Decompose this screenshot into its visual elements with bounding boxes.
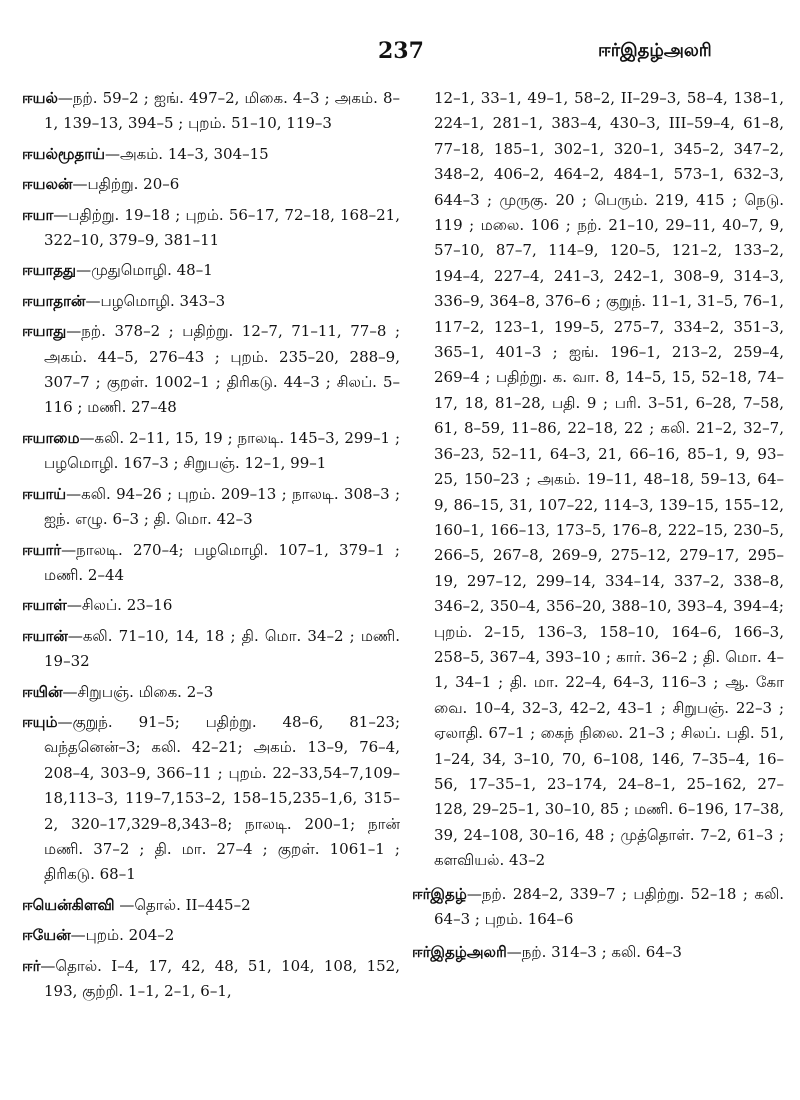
index-entry bbox=[22, 680, 400, 705]
index-entry-continuation bbox=[412, 86, 784, 874]
entry-references: —நற். 284–2, 339–7 ; பதிற்று. 52–18 ; கலி. 64–3 ; புறம். 164–6 bbox=[434, 884, 784, 928]
index-entry bbox=[22, 258, 400, 283]
index-entry bbox=[22, 319, 400, 421]
entry-references: 12–1, 33–1, 49–1, 58–2, II–29–3, 58–4, 138–1, 224–1, 281–1, 383–4, 430–3, III–59–4, 61–8, 77–18, 185–1, 302–1, 320–1, 345–2, 347–2, 348–2, 406–2, 464–2, 484–1, 573–1, 632–3, 644–3 ; முருகு. 20 ; பெரும். 219, 415 ; நெடு. 119 ; மலை. 106 ; நற். 21–10, 29–11, 40–7, 9, 57–10, 87–7, 114–9, 120–5, 121–2, 133–2, 194–4, 227–4, 241–3, 242–1, 308–9, 314–3, 336–9, 364–8, 376–6 ; குறுந். 11–1, 31–5, 76–1, 117–2, 123–1, 199–5, 275–7, 334–2, 351–3, 365–1, 401–3 ; ஐங். 196–1, 213–2, 259–4, 269–4 ; பதிற்று. க. வா. 8, 14–5, 15, 52–18, 74–17, 18, 81–28, பதி. 9 ; பரி. 3–51, 6–28, 7–58, 61, 8–59, 11–86, 22–18, 22 ; கலி. 21–2, 32–7, 36–23, 52–11, 64–3, 21, 66–16, 85–1, 9, 93–25, 150–23 ; அகம். 19–11, 48–18, 59–13, 64–9, 86–15, 31, 107–22, 114–3, 139–15, 155–12, 160–1, 166–13, 173–5, 176–8, 222–15, 230–5, 266–5, 267–8, 269–9, 275–12, 279–17, 295–19, 297–12, 299–14, 334–14, 337–2, 338–8, 346–2, 350–4, 356–20, 388–10, 393–4, 394–4; புறம். 2–15, 136–3, 158–10, 164–6, 166–3, 258–5, 367–4, 393–10 ; கார். 36–2 ; தி. மொ. 4–1, 34–1 ; தி. மா. 22–4, 64–3, 116–3 ; ஆ. கோ வை. 10–4, 32–3, 42–2, 43–1 ; சிறுபஞ். 22–3 ; ஏலாதி. 67–1 ; கைந் நிலை. 21–3 ; சிலப். பதி. 51, 1–24, 34, 3–10, 70, 6–108, 146, 7–35–4, 16–56, 17–35–1, 23–174, 24–8–1, 25–162, 27–128, 29–25–1, 30–10, 85 ; மணி. 6–196, 17–38, 39, 24–108, 30–16, 48 ; முத்தொள். 7–2, 61–3 ; களவியல். 43–2 bbox=[434, 89, 784, 870]
entry-references: —நற். 314–3 ; கலி. 64–3 bbox=[506, 943, 682, 962]
entry-references: —நாலடி. 270–4; பழமொழி. 107–1, 379–1 ; மணி. 2–44 bbox=[44, 540, 400, 584]
index-entry bbox=[412, 882, 784, 933]
entry-headword: ஈயலன் bbox=[22, 175, 73, 194]
entry-headword: ஈயும் bbox=[22, 712, 58, 731]
entry-headword: ஈயாய் bbox=[22, 484, 67, 503]
entry-headword: ஈயல் bbox=[22, 89, 58, 107]
entry-references: —நற். 378–2 ; பதிற்று. 12–7, 71–11, 77–8 ; அகம். 44–5, 276–43 ; புறம். 235–20, 288–9, 307–7 ; குறள். 1002–1 ; திரிகடு. 44–3 ; சிலப். 5–116 ; மணி. 27–48 bbox=[44, 322, 400, 417]
entry-references: —தொல். I–4, 17, 42, 48, 51, 104, 108, 152, 193, குற்றி. 1–1, 2–1, 6–1, bbox=[40, 956, 400, 1000]
index-entry bbox=[22, 426, 400, 477]
entry-headword: ஈயாள் bbox=[22, 596, 67, 615]
entry-headword: ஈயா bbox=[22, 205, 54, 224]
running-head: ஈர்இதழ்அலரி bbox=[598, 40, 712, 61]
index-entry bbox=[412, 940, 784, 965]
index-entry bbox=[22, 593, 400, 618]
entry-headword: ஈயாதான் bbox=[22, 291, 86, 310]
index-entry bbox=[22, 172, 400, 197]
entry-headword: ஈயான் bbox=[22, 626, 68, 645]
entry-headword: ஈயார் bbox=[22, 540, 62, 559]
left-column bbox=[22, 86, 400, 1009]
index-entry bbox=[22, 710, 400, 888]
entry-headword: ஈயல்மூதாய் bbox=[22, 144, 105, 163]
index-entry bbox=[22, 86, 400, 137]
entry-headword: ஈர்இதழ்அலரி bbox=[412, 943, 507, 962]
entry-references: —குறுந். 91–5; பதிற்று. 48–6, 81–23; வந்தனென்–3; கலி. 42–21; அகம். 13–9, 76–4, 208–4, 303–9, 366–11 ; புறம். 22–33,54–7,109–18,113–3, 119–7,153–2, 158–15,235–1,6, 315–2, 320–17,329–8,343–8; நாலடி. 200–1; நான் மணி. 37–2 ; தி. மா. 27–4 ; குறள். 1061–1 ; திரிகடு. 68–1 bbox=[44, 712, 400, 884]
index-entry bbox=[22, 289, 400, 314]
entry-references: —தொல். II–445–2 bbox=[114, 895, 251, 914]
index-entry bbox=[22, 482, 400, 533]
entry-references: —பழமொழி. 343–3 bbox=[85, 291, 226, 310]
entry-headword: ஈர்இதழ் bbox=[412, 884, 467, 903]
entry-headword: ஈயின் bbox=[22, 682, 63, 701]
entry-references: —கலி. 94–26 ; புறம். 209–13 ; நாலடி. 308–3 ; ஐந். எழு. 6–3 ; தி. மொ. 42–3 bbox=[44, 484, 400, 529]
index-entry bbox=[22, 923, 400, 948]
index-entry bbox=[22, 538, 400, 589]
entry-references: —புறம். 204–2 bbox=[70, 926, 175, 945]
entry-references: —அகம். 14–3, 304–15 bbox=[104, 144, 269, 163]
index-entry bbox=[22, 624, 400, 675]
page-number: 237 bbox=[378, 38, 424, 64]
entry-references: —பதிற்று. 20–6 bbox=[72, 175, 180, 194]
entry-references: —சிறுபஞ். மிகை. 2–3 bbox=[62, 682, 214, 701]
entry-references: —பதிற்று. 19–18 ; புறம். 56–17, 72–18, 168–21, 322–10, 379–9, 381–11 bbox=[44, 205, 400, 250]
entry-references: —கலி. 2–11, 15, 19 ; நாலடி. 145–3, 299–1 ; பழமொழி. 167–3 ; சிறுபஞ். 12–1, 99–1 bbox=[44, 428, 400, 473]
entry-headword: ஈயாதது bbox=[22, 261, 77, 280]
entry-references: —கலி. 71–10, 14, 18 ; தி. மொ. 34–2 ; மணி. 19–32 bbox=[44, 626, 400, 671]
entry-headword: ஈயாது bbox=[22, 322, 67, 341]
right-column bbox=[412, 86, 784, 974]
entry-references: —முதுமொழி. 48–1 bbox=[76, 261, 213, 280]
index-entry bbox=[22, 203, 400, 254]
entry-references: —சிலப். 23–16 bbox=[66, 596, 173, 615]
index-entry bbox=[22, 142, 400, 167]
entry-headword: ஈர் bbox=[22, 956, 41, 975]
entry-headword: ஈயேன் bbox=[22, 926, 71, 945]
index-entry bbox=[22, 893, 400, 918]
entry-headword: ஈயாமை bbox=[22, 428, 80, 447]
index-entry bbox=[22, 954, 400, 1005]
entry-headword: ஈயென்கிளவி bbox=[22, 895, 115, 914]
entry-references: —நற். 59–2 ; ஐங். 497–2, மிகை. 4–3 ; அகம். 8–1, 139–13, 394–5 ; புறம். 51–10, 119–3 bbox=[44, 89, 400, 133]
